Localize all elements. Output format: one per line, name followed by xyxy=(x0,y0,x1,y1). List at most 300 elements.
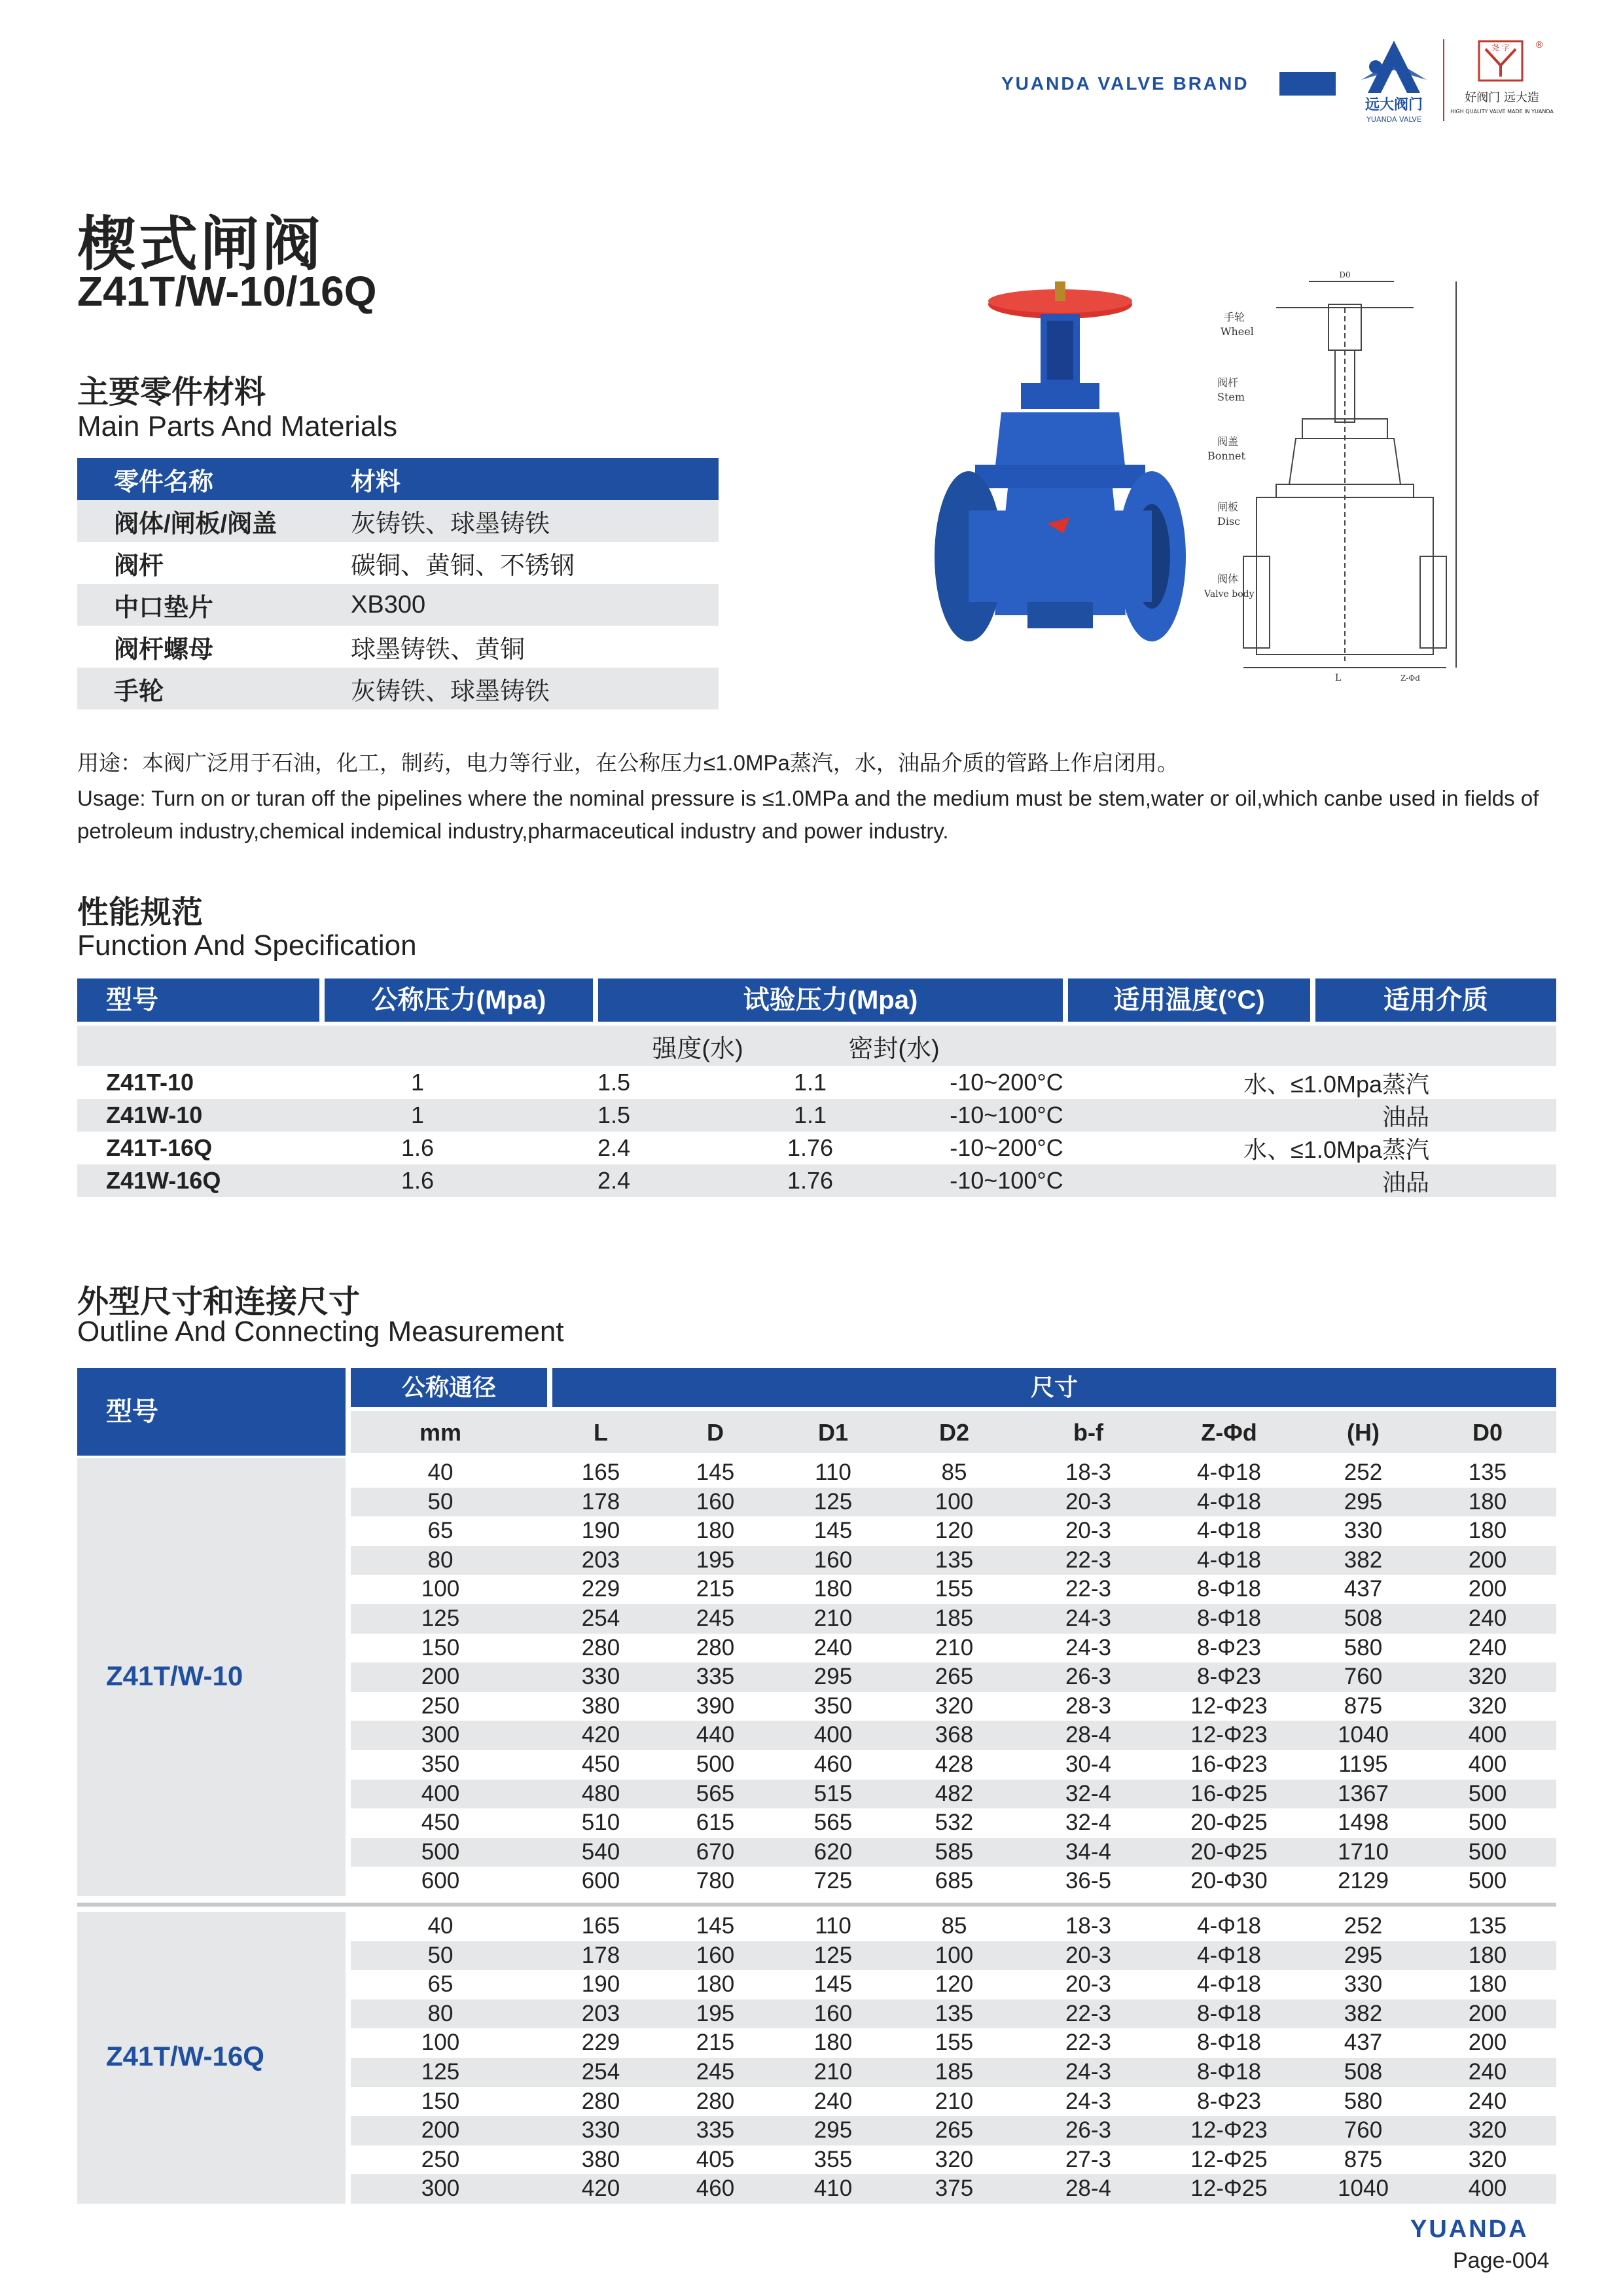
dim-cell: 26-3 xyxy=(1065,2117,1112,2144)
materials-row xyxy=(77,668,719,709)
spec-cell: 2.4 xyxy=(597,1134,631,1161)
dim-cell: 40 xyxy=(427,1460,454,1485)
dim-cell: 150 xyxy=(421,1634,460,1660)
dim-cell: 1367 xyxy=(1338,1780,1389,1806)
page-model: Z41T/W-10/16Q xyxy=(77,268,377,315)
dim-cell: 210 xyxy=(935,1634,974,1660)
dim-cell: 180 xyxy=(813,2030,853,2056)
drawing-wheel-en: Wheel xyxy=(1221,325,1254,338)
dim-cell: 20-Φ30 xyxy=(1190,1868,1268,1894)
spec-cell: Z41T-16Q xyxy=(106,1134,213,1161)
dim-cell: 4-Φ18 xyxy=(1197,1942,1261,1968)
dim-cell: 185 xyxy=(935,1605,974,1631)
spec-header-model: 型号 xyxy=(77,978,319,1022)
dim-cell: 120 xyxy=(935,1971,974,1998)
dim-model-cell xyxy=(77,1912,346,2204)
dim-cell: 180 xyxy=(1468,1488,1507,1515)
dim-cell: 125 xyxy=(813,1488,853,1515)
dim-cell: 85 xyxy=(941,1460,967,1485)
spec-cell: 水、≤1.0Mpa蒸汽 xyxy=(1243,1136,1429,1163)
dim-cell: 670 xyxy=(696,1839,735,1865)
dim-cell: 34-4 xyxy=(1065,1839,1112,1865)
dim-cell: 24-3 xyxy=(1065,2088,1112,2114)
dim-cell: 615 xyxy=(696,1810,735,1836)
dimensions-title-en: Outline And Connecting Measurement xyxy=(77,1316,564,1348)
dim-cell: 532 xyxy=(935,1810,974,1836)
brand-bar xyxy=(1279,72,1336,96)
dim-cell: 4-Φ18 xyxy=(1197,1518,1261,1544)
dim-cell: 580 xyxy=(1344,1634,1383,1660)
dim-cell: 295 xyxy=(1344,1942,1383,1968)
dim-cell: 250 xyxy=(421,1693,460,1719)
dim-cell: 482 xyxy=(935,1780,974,1806)
dim-cell: 335 xyxy=(696,1664,735,1690)
dim-cell: 85 xyxy=(941,1913,967,1939)
materials-title-en: Main Parts And Materials xyxy=(77,410,398,442)
logo1-text-cn: 远大阀门 xyxy=(1364,97,1423,113)
dim-cell: 180 xyxy=(1468,1971,1507,1998)
spec-cell: -10~100°C xyxy=(950,1102,1063,1128)
dim-cell: 135 xyxy=(935,2000,974,2026)
materials-header-material: 材料 xyxy=(351,468,401,496)
dim-cell: 280 xyxy=(581,2088,620,2114)
dim-cell: 145 xyxy=(696,1460,735,1485)
dim-cell: 30-4 xyxy=(1065,1751,1112,1777)
spec-cell: 1.76 xyxy=(787,1134,834,1161)
spec-cell: Z41T-10 xyxy=(106,1069,194,1096)
dim-cell: 200 xyxy=(1468,2030,1507,2056)
drawing-bonnet-en: Bonnet xyxy=(1207,450,1245,462)
dim-cell: 875 xyxy=(1344,1693,1383,1719)
dim-cell: 65 xyxy=(427,1518,454,1544)
dim-cell: 125 xyxy=(421,1605,460,1631)
logo2-mark: 尧 字 xyxy=(1491,43,1510,52)
materials-table xyxy=(77,458,719,709)
dim-cell: 280 xyxy=(581,1634,620,1660)
dim-cell: 200 xyxy=(1468,1576,1507,1602)
dim-cell: 390 xyxy=(696,1693,735,1719)
dim-cell: 400 xyxy=(1468,1722,1507,1748)
spec-cell: 1 xyxy=(410,1069,425,1096)
dim-cell: 160 xyxy=(696,1488,735,1515)
spec-cell: 1.6 xyxy=(401,1167,435,1194)
dim-cell: 508 xyxy=(1344,2059,1383,2085)
dim-cell: 190 xyxy=(581,1518,620,1544)
dim-cell: 780 xyxy=(696,1868,735,1894)
dim-cell: 32-4 xyxy=(1065,1780,1112,1806)
dim-cell: 355 xyxy=(813,2146,853,2172)
dim-cell: 195 xyxy=(696,2000,735,2026)
dim-cell: 100 xyxy=(421,2030,460,2056)
dim-cell: 200 xyxy=(421,1664,460,1690)
dim-cell: 110 xyxy=(815,1913,851,1939)
spec-header-row xyxy=(77,978,1556,1022)
dim-cell: 420 xyxy=(581,2176,620,2202)
spec-header-test: 试验压力(Mpa) xyxy=(598,978,1063,1022)
dim-cell: 295 xyxy=(813,2117,853,2144)
dim-cell: 2129 xyxy=(1338,1868,1389,1894)
drawing-z: Z-Φd xyxy=(1400,673,1420,683)
dim-cell: 4-Φ18 xyxy=(1197,1547,1261,1573)
dim-cell: 480 xyxy=(581,1780,620,1806)
spec-sub-seal: 密封(水) xyxy=(848,1035,940,1063)
materials-part: 中口垫片 xyxy=(114,594,214,622)
dim-cell: 280 xyxy=(696,1634,735,1660)
dim-cell: 200 xyxy=(421,2117,460,2144)
spec-cell: 2.4 xyxy=(597,1167,631,1194)
materials-part: 阀体/闸板/阀盖 xyxy=(114,510,277,538)
dim-cell: 80 xyxy=(427,2000,454,2026)
dim-cell: 320 xyxy=(1468,2146,1507,2172)
dim-cell: 875 xyxy=(1344,2146,1383,2172)
dim-cell: 410 xyxy=(813,2176,853,2202)
dim-cell: 165 xyxy=(581,1913,620,1939)
dim-cell: 335 xyxy=(696,2117,735,2144)
spec-cell: 油品 xyxy=(1382,1168,1429,1196)
dim-cell: 4-Φ18 xyxy=(1197,1460,1261,1485)
spec-subheader-row xyxy=(77,1026,1556,1066)
dim-cell: 229 xyxy=(581,2030,620,2056)
dim-cell: 160 xyxy=(696,1942,735,1968)
dim-cell: 500 xyxy=(1468,1780,1507,1806)
dim-cell: 500 xyxy=(1468,1810,1507,1836)
spec-cell: 1.6 xyxy=(401,1134,435,1161)
dim-cell: 500 xyxy=(421,1839,460,1865)
dim-cell: 368 xyxy=(935,1722,974,1748)
spec-row xyxy=(77,1132,1556,1164)
dim-cell: 585 xyxy=(935,1839,974,1865)
materials-header-part: 零件名称 xyxy=(114,468,214,496)
dim-cell: 240 xyxy=(1468,1634,1507,1660)
spec-cell: 1.5 xyxy=(597,1102,631,1128)
dim-cell: 437 xyxy=(1344,1576,1383,1602)
dim-cell: 18-3 xyxy=(1065,1913,1112,1939)
dim-cell: 320 xyxy=(1468,1693,1507,1719)
dim-cell: 8-Φ18 xyxy=(1197,2059,1261,2085)
materials-row xyxy=(77,584,719,626)
dim-cell: 265 xyxy=(935,2117,974,2144)
drawing-body-cn: 阀体 xyxy=(1217,573,1239,585)
dim-cell: 510 xyxy=(581,1810,620,1836)
spec-cell: Z41W-10 xyxy=(106,1102,203,1128)
dim-cell: 1195 xyxy=(1338,1751,1388,1777)
dim-cell: 300 xyxy=(421,2176,460,2202)
yuanda-valve-logo xyxy=(1355,34,1433,126)
dim-cell: 320 xyxy=(1468,1664,1507,1690)
dim-cell: 145 xyxy=(813,1518,853,1544)
materials-material: 碳铜、黄铜、不锈钢 xyxy=(351,552,575,580)
dim-cell: 22-3 xyxy=(1065,1576,1112,1602)
dim-cell: 8-Φ23 xyxy=(1197,1664,1261,1690)
dim-cell: 280 xyxy=(696,2088,735,2114)
dim-cell: 460 xyxy=(696,2176,735,2202)
dim-cell: 565 xyxy=(696,1780,735,1806)
dim-cell: 620 xyxy=(813,1839,853,1865)
dim-subheader-cell: D1 xyxy=(817,1419,849,1446)
valve-drawing xyxy=(1204,268,1479,694)
drawing-disc-en: Disc xyxy=(1217,515,1241,528)
dim-cell: 195 xyxy=(696,1547,735,1573)
dim-cell: 210 xyxy=(935,2088,974,2114)
dim-subheader-cell: mm xyxy=(419,1419,462,1446)
dim-cell: 405 xyxy=(696,2146,735,2172)
dim-cell: 440 xyxy=(696,1722,735,1748)
materials-material: 灰铸铁、球墨铸铁 xyxy=(351,510,550,538)
dim-cell: 382 xyxy=(1344,1547,1383,1573)
dim-cell: 50 xyxy=(427,1942,454,1968)
dim-cell: 125 xyxy=(813,1942,853,1968)
dim-cell: 240 xyxy=(1468,1605,1507,1631)
dim-cell: 12-Φ25 xyxy=(1190,2176,1268,2202)
dim-cell: 265 xyxy=(935,1664,974,1690)
dim-cell: 252 xyxy=(1344,1913,1383,1939)
materials-header-row xyxy=(77,458,719,500)
dim-cell: 36-5 xyxy=(1065,1868,1112,1894)
spec-cell: -10~200°C xyxy=(950,1069,1063,1096)
dim-cell: 428 xyxy=(935,1751,974,1777)
dim-cell: 4-Φ18 xyxy=(1197,1913,1261,1939)
dim-cell: 16-Φ25 xyxy=(1190,1780,1268,1806)
spec-cell: Z41W-16Q xyxy=(106,1167,221,1194)
dim-cell: 190 xyxy=(581,1971,620,1998)
dim-cell: 12-Φ23 xyxy=(1190,1693,1268,1719)
dim-cell: 28-4 xyxy=(1065,2176,1112,2202)
dim-cell: 450 xyxy=(581,1751,620,1777)
dim-cell: 460 xyxy=(813,1751,853,1777)
dim-cell: 500 xyxy=(696,1751,735,1777)
dim-cell: 240 xyxy=(813,1634,853,1660)
dim-header-model: 型号 xyxy=(77,1368,346,1456)
drawing-disc-cn: 闸板 xyxy=(1217,501,1239,513)
materials-row xyxy=(77,626,719,668)
usage-cn: 用途：本阀广泛用于石油，化工，制药，电力等行业，在公称压力≤1.0MPa蒸汽，水，油品介质的管路上作启闭用。 xyxy=(77,751,1179,775)
dim-cell: 160 xyxy=(813,1547,853,1573)
dim-header-dn: 公称通径 xyxy=(351,1368,547,1407)
materials-material: 灰铸铁、球墨铸铁 xyxy=(351,677,550,706)
dim-cell: 20-Φ25 xyxy=(1190,1839,1268,1865)
logo2-text-en: HIGH QUALITY VALVE MADE IN YUANDA xyxy=(1450,109,1554,115)
drawing-bonnet-cn: 阀盖 xyxy=(1217,435,1239,448)
dim-cell: 135 xyxy=(935,1547,974,1573)
dim-cell: 240 xyxy=(1468,2088,1507,2114)
dim-cell: 540 xyxy=(581,1839,620,1865)
dim-cell: 437 xyxy=(1344,2030,1383,2056)
registered-mark: ® xyxy=(1535,40,1544,50)
dim-cell: 4-Φ18 xyxy=(1197,1488,1261,1515)
page-title: 楔式闸阀 xyxy=(77,212,323,278)
materials-part: 手轮 xyxy=(114,677,164,706)
dim-cell: 203 xyxy=(581,2000,620,2026)
dim-subheader-cell: D0 xyxy=(1472,1419,1503,1446)
dim-cell: 320 xyxy=(1468,2117,1507,2144)
dim-cell: 28-4 xyxy=(1065,1722,1112,1748)
dim-cell: 8-Φ23 xyxy=(1197,2088,1261,2114)
dim-cell: 135 xyxy=(1468,1913,1507,1939)
dim-cell: 330 xyxy=(581,2117,620,2144)
dim-cell: 125 xyxy=(421,2059,460,2085)
dim-cell: 22-3 xyxy=(1065,2030,1112,2056)
dim-cell: 180 xyxy=(696,1971,735,1998)
gate-valve-image xyxy=(929,275,1191,694)
dim-cell: 320 xyxy=(935,1693,974,1719)
logo2-text-cn: 好阀门 远大造 xyxy=(1465,91,1539,105)
dim-cell: 240 xyxy=(813,2088,853,2114)
dim-cell: 18-3 xyxy=(1065,1460,1112,1485)
dim-cell: 380 xyxy=(581,2146,620,2172)
dim-cell: 295 xyxy=(1344,1488,1383,1515)
dim-cell: 28-3 xyxy=(1065,1693,1112,1719)
dim-cell: 4-Φ18 xyxy=(1197,1971,1261,1998)
dim-subheader-cell: D xyxy=(707,1419,724,1446)
drawing-body-en: Valve body xyxy=(1204,589,1255,600)
logo1-text-en: YUANDA VALVE xyxy=(1366,115,1421,124)
dim-cell: 252 xyxy=(1344,1460,1383,1485)
dim-cell: 295 xyxy=(813,1664,853,1690)
spec-table xyxy=(77,978,1556,1197)
dim-cell: 26-3 xyxy=(1065,1664,1112,1690)
dim-cell: 245 xyxy=(696,1605,735,1631)
dim-cell: 80 xyxy=(427,1547,454,1573)
brand-seal-logo xyxy=(1450,36,1554,124)
spec-cell: 水、≤1.0Mpa蒸汽 xyxy=(1243,1070,1429,1098)
dim-cell: 20-3 xyxy=(1065,1942,1112,1968)
dim-cell: 725 xyxy=(813,1868,853,1894)
usage-en: Usage: Turn on or turan off the pipelines where the nominal pressure is ≤1.0MPa and the medium must be stem,water or oil,which canbe used in fields of petroleum industry,chemical indemical industry,pharmaceutical industry and power industry. xyxy=(77,786,1539,843)
materials-material: 球墨铸铁、黄铜 xyxy=(351,636,526,664)
dim-cell: 20-3 xyxy=(1065,1971,1112,1998)
dim-cell: 330 xyxy=(1344,1971,1383,1998)
materials-part: 阀杆 xyxy=(114,552,164,580)
drawing-l: L xyxy=(1335,673,1342,683)
dim-cell: 400 xyxy=(421,1780,460,1806)
dim-cell: 180 xyxy=(1468,1942,1507,1968)
drawing-wheel-cn: 手轮 xyxy=(1224,311,1245,323)
dim-cell: 180 xyxy=(813,1576,853,1602)
dim-cell: 27-3 xyxy=(1065,2146,1112,2172)
dim-cell: 145 xyxy=(696,1913,735,1939)
dim-subheader-cell: D2 xyxy=(938,1419,970,1446)
spec-cell: 1.5 xyxy=(597,1069,631,1096)
dim-cell: 155 xyxy=(935,2030,974,2056)
dim-cell: 1498 xyxy=(1338,1810,1389,1836)
spec-row xyxy=(77,1164,1556,1197)
dim-cell: 200 xyxy=(1468,2000,1507,2026)
spec-cell: 1.1 xyxy=(793,1069,827,1096)
dim-cell: 20-3 xyxy=(1065,1488,1112,1515)
dim-cell: 165 xyxy=(581,1460,620,1485)
dim-cell: 500 xyxy=(1468,1839,1507,1865)
dim-cell: 185 xyxy=(935,2059,974,2085)
dim-cell: 1040 xyxy=(1338,2176,1389,2202)
materials-title-cn: 主要零件材料 xyxy=(77,375,266,410)
drawing-d0: D0 xyxy=(1339,270,1351,279)
spec-rows xyxy=(77,1066,1556,1197)
dim-cell: 8-Φ18 xyxy=(1197,2030,1261,2056)
dim-cell: 50 xyxy=(427,1488,454,1515)
dim-cell: 382 xyxy=(1344,2000,1383,2026)
dim-cell: 685 xyxy=(935,1868,974,1894)
dim-cell: 500 xyxy=(1468,1868,1507,1894)
dim-cell: 100 xyxy=(935,1942,974,1968)
dim-cell: 250 xyxy=(421,2146,460,2172)
spec-title-cn: 性能规范 xyxy=(77,895,204,930)
dim-cell: 110 xyxy=(815,1460,851,1485)
dim-cell: 12-Φ23 xyxy=(1190,2117,1268,2144)
spec-row xyxy=(77,1099,1556,1132)
dim-cell: 180 xyxy=(696,1518,735,1544)
dim-cell: 300 xyxy=(421,1722,460,1748)
dim-cell: 600 xyxy=(581,1868,620,1894)
spec-cell: 1.76 xyxy=(787,1167,834,1194)
materials-part: 阀杆螺母 xyxy=(114,636,214,664)
dim-cell: 100 xyxy=(935,1488,974,1515)
dim-cell: 565 xyxy=(813,1810,853,1836)
dim-cell: 155 xyxy=(935,1576,974,1602)
dim-cell: 120 xyxy=(935,1518,974,1544)
dim-model-label: Z41T/W-16Q xyxy=(106,2041,264,2072)
dim-cell: 32-4 xyxy=(1065,1810,1112,1836)
dimensions-title-cn: 外型尺寸和连接尺寸 xyxy=(77,1285,361,1319)
dim-cell: 350 xyxy=(421,1751,460,1777)
dim-cell: 24-3 xyxy=(1065,1634,1112,1660)
dim-cell: 180 xyxy=(1468,1518,1507,1544)
dim-cell: 203 xyxy=(581,1547,620,1573)
dim-cell: 22-3 xyxy=(1065,2000,1112,2026)
spec-cell: -10~200°C xyxy=(950,1134,1063,1161)
dim-cell: 420 xyxy=(581,1722,620,1748)
dim-header-size: 尺寸 xyxy=(552,1368,1556,1407)
dim-cell: 600 xyxy=(421,1868,460,1894)
dim-cell: 380 xyxy=(581,1693,620,1719)
dim-cell: 254 xyxy=(581,2059,620,2085)
dim-cell: 178 xyxy=(581,1488,620,1515)
dim-group-separator xyxy=(77,1903,1556,1907)
dim-cell: 400 xyxy=(1468,1751,1507,1777)
dim-cell: 135 xyxy=(1468,1460,1507,1485)
dim-cell: 515 xyxy=(813,1780,853,1806)
dim-cell: 330 xyxy=(1344,1518,1383,1544)
dim-cell: 580 xyxy=(1344,2088,1383,2114)
spec-row xyxy=(77,1066,1556,1099)
dim-cell: 24-3 xyxy=(1065,2059,1112,2085)
dim-cell: 508 xyxy=(1344,1605,1383,1631)
dim-subheader-cell: L xyxy=(594,1419,608,1446)
dim-cell: 65 xyxy=(427,1971,454,1998)
dim-cell: 8-Φ18 xyxy=(1197,2000,1261,2026)
dim-cell: 145 xyxy=(813,1971,853,1998)
dim-cell: 245 xyxy=(696,2059,735,2085)
dim-cell: 229 xyxy=(581,1576,620,1602)
dim-cell: 178 xyxy=(581,1942,620,1968)
dim-subheader-cell: Z-Φd xyxy=(1201,1419,1257,1446)
dim-cell: 16-Φ23 xyxy=(1190,1751,1268,1777)
spec-header-temp: 适用温度(°C) xyxy=(1068,978,1310,1022)
dim-cell: 20-3 xyxy=(1065,1518,1112,1544)
dim-subheader-cell: (H) xyxy=(1347,1419,1380,1446)
dim-cell: 400 xyxy=(1468,2176,1507,2202)
dim-cell: 40 xyxy=(427,1913,454,1939)
dim-cell: 24-3 xyxy=(1065,1605,1112,1631)
brand-text: YUANDA VALVE BRAND xyxy=(1001,73,1249,94)
dim-cell: 350 xyxy=(813,1693,853,1719)
drawing-stem-cn: 阀杆 xyxy=(1217,376,1239,389)
spec-cell: -10~100°C xyxy=(950,1167,1063,1194)
dim-cell: 400 xyxy=(813,1722,853,1748)
spec-sub-strength: 强度(水) xyxy=(652,1035,743,1063)
dim-cell: 330 xyxy=(581,1664,620,1690)
dim-cell: 1710 xyxy=(1338,1839,1389,1865)
dim-cell: 210 xyxy=(813,2059,853,2085)
